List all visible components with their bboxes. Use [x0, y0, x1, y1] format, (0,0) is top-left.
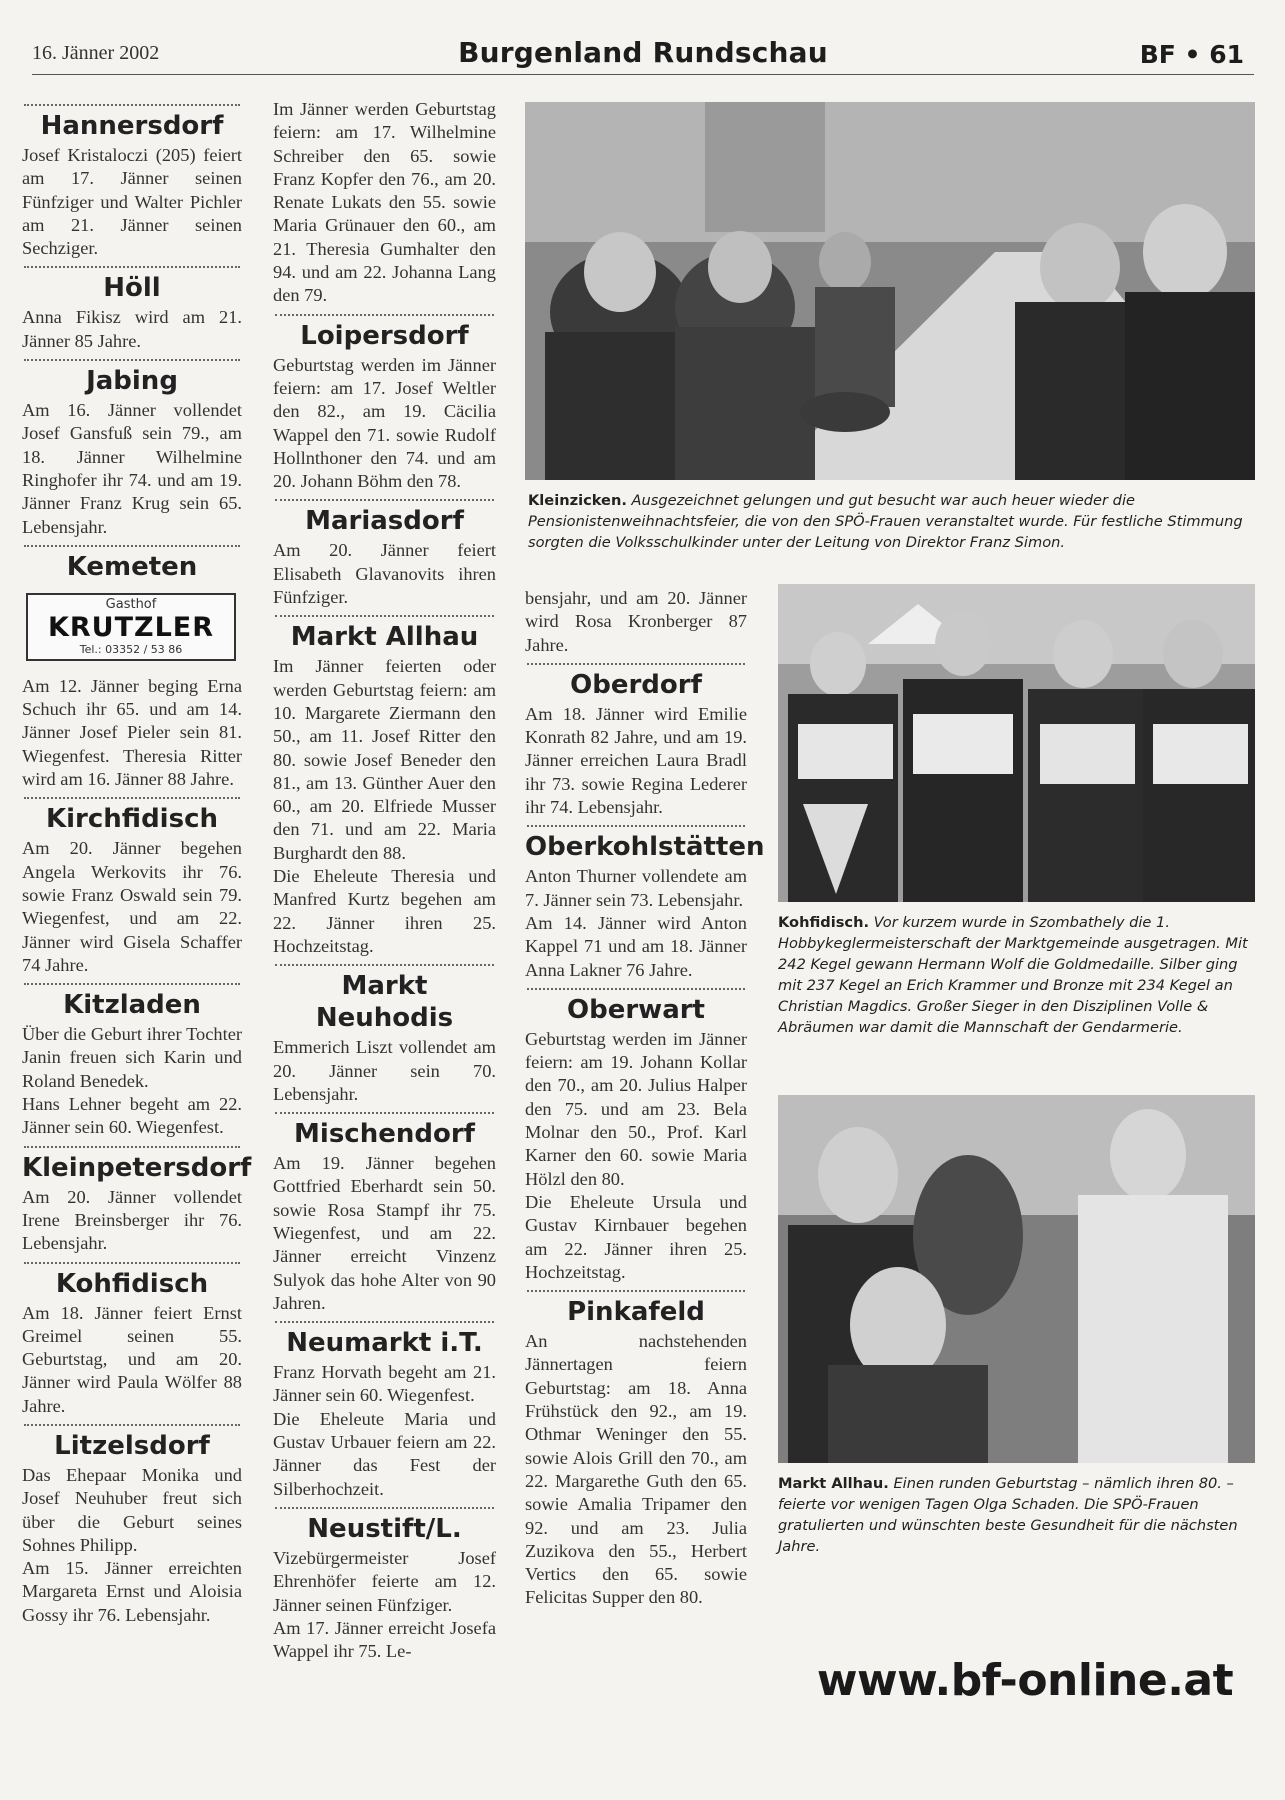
photo-kleinzicken-image [525, 102, 1255, 480]
photo-kleinzicken [525, 102, 1255, 480]
section-text: Hans Lehner begeht am 22. Jänner sein 60. Wiegenfest. [22, 1094, 242, 1138]
section-title: Oberkohlstätten [525, 832, 765, 863]
ad-name: KRUTZLER [47, 611, 215, 643]
divider [24, 545, 240, 547]
section-text: Franz Horvath begeht am 21. Jänner sein 60. Wiegenfest. [273, 1362, 496, 1406]
section-text: Geburtstag werden im Jänner feiern: am 17. Josef Weltler den 82., am 19. Cäcilia Wappel den 71. sowie Rudolf Hollnthoner den 74. und am 20. Johann Böhm den 78. [273, 354, 496, 492]
section-title: Kemeten [66, 551, 198, 582]
section-title: Kohfidisch [55, 1268, 209, 1299]
section-title: Markt Neuhodis [315, 971, 454, 1034]
section-title: Markt Allhau [290, 622, 479, 653]
page-header [32, 30, 1254, 75]
section-text: bensjahr, und am 20. Jänner wird Rosa Kronberger 87 Jahre. [525, 588, 747, 655]
section-title: Loipersdorf [300, 320, 469, 351]
section-title: Neustift/L. [307, 1513, 462, 1544]
section-text: Am 16. Jänner vollendet Josef Gansfuß sein 79., am 18. Jänner Wilhelmine Ringhofer ihr 74. und am 19. Jänner Franz Krug sein 65. Lebensjahr. [22, 400, 242, 537]
section-text: Am 20. Jänner feiert Elisabeth Glavanovits ihren Fünfziger. [273, 540, 496, 608]
caption-kohfidisch [778, 912, 1255, 1038]
website-url[interactable]: www.bf-online.at [816, 1655, 1234, 1706]
photo-markt-allhau-image [778, 1095, 1255, 1463]
section-text: Geburtstag werden im Jänner feiern: am 19. Johann Kollar den 70., am 20. Julius Halper den 75. und am 23. Bela Molnar den 50., Prof. Karl Karner den 60. sowie Maria Hölzl den 80. [525, 1028, 747, 1189]
divider [24, 983, 240, 985]
ad-phone: Tel.: 03352 / 53 86 [79, 642, 183, 656]
divider [527, 663, 745, 665]
section-title: Kleinpetersdorf [22, 1152, 252, 1183]
section-text: Am 19. Jänner begehen Gottfried Eberhardt sein 50. sowie Rosa Stampf ihr 75. Wiegenfest, und am 22. Jänner erreicht Vinzenz Sulyok das hohe Alter von 90 Jahren. [273, 1153, 496, 1313]
section-title: Hannersdorf [40, 111, 224, 141]
divider [24, 1146, 240, 1148]
caption-place: Kleinzicken. [528, 492, 627, 509]
section-text: Am 14. Jänner wird Anton Kappel 71 und am 18. Jänner Anna Lakner 76 Jahre. [525, 912, 747, 980]
section-title: Jabing [86, 366, 178, 397]
divider [527, 1290, 745, 1292]
section-text: Am 17. Jänner erreicht Josefa Wappel ihr 75. Le- [273, 1617, 496, 1662]
section-title: Kitzladen [63, 990, 201, 1021]
section-text: Am 15. Jänner erreichten Margareta Ernst und Aloisia Gossy ihr 76. Lebensjahr. [22, 1558, 242, 1625]
section-text: Die Eheleute Ursula und Gustav Kirnbauer begehen am 22. Jänner ihren 25. Hochzeitstag. [525, 1191, 747, 1282]
section-text: Am 18. Jänner wird Emilie Konrath 82 Jahre, und am 19. Jänner erreichen Laura Bradl ihr 73. sowie Regina Lederer ihr 74. Lebensjahr. [525, 703, 747, 818]
section-title: Litzelsdorf [54, 1430, 210, 1461]
caption-kleinzicken [528, 490, 1255, 553]
divider [527, 988, 745, 990]
issue-date: 16. Jänner 2002 [32, 42, 160, 64]
divider [275, 499, 494, 501]
section-text: An nachstehenden Jännertagen feiern Geburtstag: am 18. Anna Frühstück den 92., am 19. Othmar Weninger den 55. sowie Alois Grill den 70., am 22. Margarethe Guth den 65. sowie Amalia Tripamer den 92. und am 23. Julia Zuzikova den 55., Herbert Vertics den 65. sowie Felicitas Supper den 80. [525, 1331, 747, 1608]
section-title: Oberwart [567, 994, 705, 1025]
caption-text: Einen runden Geburtstag – nämlich ihren 80. – feierte vor wenigen Tagen Olga Schaden. Die SPÖ-Frauen gratulierten und wünschten beste Gesundheit für die nächsten Jahre. [778, 1475, 1238, 1555]
divider [275, 964, 494, 966]
divider [24, 359, 240, 361]
section-title: Kirchfidisch [46, 804, 218, 835]
divider [527, 825, 745, 827]
section-text: Am 12. Jänner beging Erna Schuch ihr 65. und am 14. Jänner Josef Pieler sein 81. Wiegenfest. Theresia Ritter wird am 16. Jänner 88 Jahre. [22, 675, 242, 790]
section-title: Pinkafeld [567, 1297, 705, 1328]
divider [275, 615, 494, 617]
divider [24, 1262, 240, 1264]
column-1 [22, 98, 252, 1627]
divider [24, 1424, 240, 1426]
section-text: Am 20. Jänner begehen Angela Werkovits ihr 76. sowie Franz Oswald sein 79. Wiegenfest, und am 22. Jänner wird Gisela Schaffer 74 Jahre. [22, 838, 242, 975]
caption-place: Markt Allhau. [778, 1475, 889, 1492]
section-text: Die Eheleute Maria und Gustav Urbauer feiern am 22. Jänner das Fest der Silberhochzeit. [273, 1408, 496, 1499]
section-text: Über die Geburt ihrer Tochter Janin freuen sich Karin und Roland Benedek. [22, 1024, 242, 1091]
section-text: Die Eheleute Theresia und Manfred Kurtz begehen am 22. Jänner ihren 25. Hochzeitstag. [273, 866, 496, 956]
section-text: Vizebürgermeister Josef Ehrenhöfer feierte am 12. Jänner seinen Fünfziger. [273, 1547, 496, 1615]
ad-line1: Gasthof [105, 596, 157, 612]
photo-markt-allhau [778, 1095, 1255, 1463]
section-text: Das Ehepaar Monika und Josef Neuhuber freut sich über die Geburt seines Sohnes Philipp. [22, 1464, 242, 1555]
gasthof-ad [26, 593, 236, 661]
section-text: Anna Fikisz wird am 21. Jänner 85 Jahre. [22, 307, 242, 351]
caption-text: Vor kurzem wurde in Szombathely die 1. Hobbykeglermeisterschaft der Marktgemeinde ausgetragen. Mit 242 Kegel gewann Hermann Wolf die Goldmedaille. Silber ging mit 237 Kegel an Erich Krammer und Bronze mit 234 Kegel an Christian Magdics. Großer Sieger in den Disziplinen Volle & Abräumen war damit die Mannschaft der Gendarmerie. [778, 914, 1248, 1036]
section-title: Mariasdorf [305, 506, 464, 537]
page-number: BF • 61 [1139, 40, 1244, 69]
section-text: Am 18. Jänner feiert Ernst Greimel seinen 55. Geburtstag, und am 20. Jänner wird Paula Wölfer 88 Jahre. [22, 1302, 242, 1416]
section-title: Höll [103, 273, 161, 304]
divider [24, 266, 240, 268]
divider [275, 1321, 494, 1323]
section-text: Josef Kristaloczi (205) feiert am 17. Jänner seinen Fünfziger und Walter Pichler am 21. Jänner seinen Sechziger. [22, 145, 242, 259]
section-text: Anton Thurner vollendete am 7. Jänner sein 73. Lebensjahr. [525, 866, 747, 910]
section-text: Im Jänner feierten oder werden Geburtstag feiern: am 10. Margarete Ziermann den 50., am 11. Josef Ritter den 80. sowie Josef Beneder den 81., am 13. Günther Auer den 60., am 20. Elfriede Musser den 71. und am 22. Maria Burghardt den 88. [273, 656, 496, 863]
section-text: Am 20. Jänner vollendet Irene Breinsberger ihr 76. Lebensjahr. [22, 1186, 242, 1254]
section-title: Mischendorf [294, 1119, 475, 1150]
caption-markt-allhau [778, 1473, 1255, 1557]
divider [275, 314, 494, 316]
section-text: Im Jänner werden Geburtstag feiern: am 17. Wilhelmine Schreiber den 65. sowie Franz Kopfer den 76., am 20. Renate Lukats den 55. sowie Maria Grünauer den 60., am 21. Theresia Gumhalter den 94. und am 22. Johanna Lang den 79. [273, 99, 496, 306]
divider [275, 1507, 494, 1509]
column-2 [273, 98, 496, 1663]
photo-kohfidisch-image [778, 584, 1255, 902]
divider [24, 104, 240, 106]
section-text: Emmerich Liszt vollendet am 20. Jänner sein 70. Lebensjahr. [273, 1037, 496, 1104]
divider [24, 797, 240, 799]
newspaper-title: Burgenland Rundschau [458, 36, 828, 69]
photo-kohfidisch [778, 584, 1255, 902]
section-title: Neumarkt i.T. [286, 1328, 483, 1359]
caption-place: Kohfidisch. [778, 914, 870, 931]
caption-text: Ausgezeichnet gelungen und gut besucht war auch heuer wieder die Pensionistenweihnachtsfeier, die von den SPÖ-Frauen veranstaltet wurde. Für festliche Stimmung sorgten die Volksschulkinder unter der Leitung von Direktor Franz Simon. [528, 492, 1243, 551]
column-3 [525, 587, 765, 1610]
divider [275, 1112, 494, 1114]
section-title: Oberdorf [570, 669, 702, 700]
